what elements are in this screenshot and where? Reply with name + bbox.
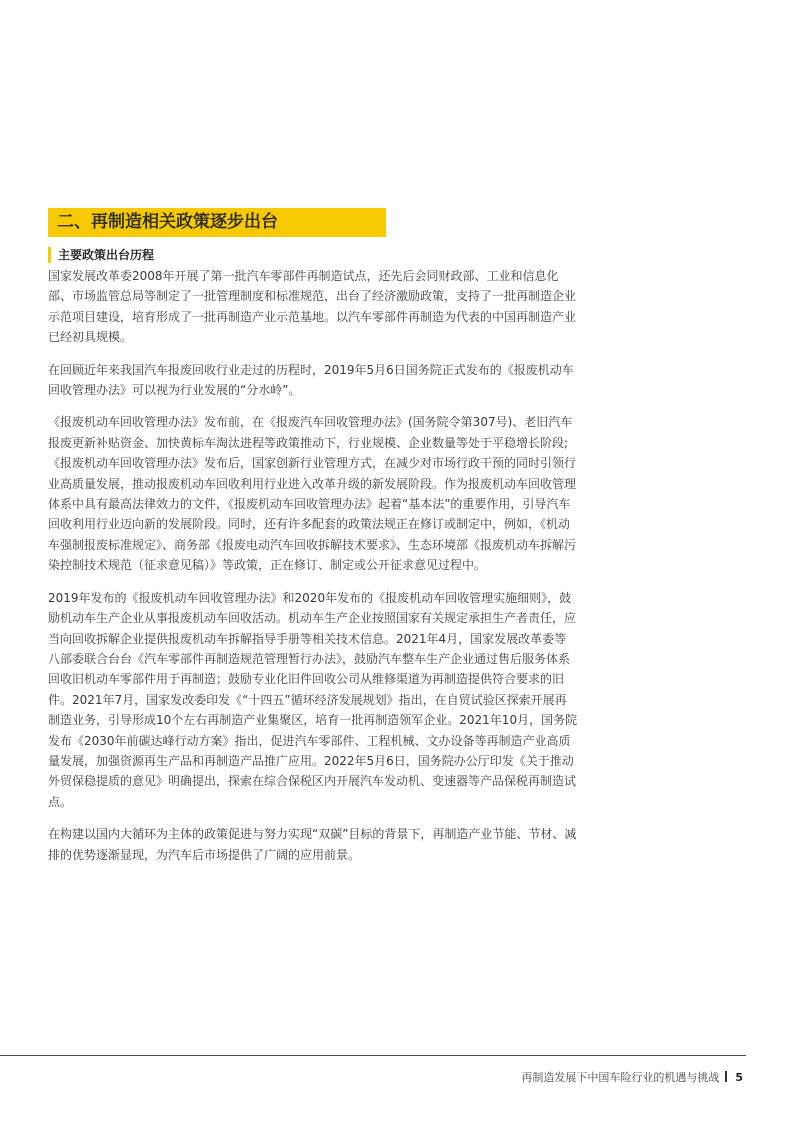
page-number: 5: [735, 1071, 743, 1084]
paragraph: 在构建以国内大循环为主体的政策促进与努力实现“双碳”目标的背景下，再制造产业节能、节材、减排的优势逐渐显现，为汽车后市场提供了广阔的应用前景。: [48, 827, 577, 862]
section-title: 二、再制造相关政策逐步出台: [48, 208, 386, 237]
footer-divider: [0, 1055, 746, 1056]
paragraph: 2019年发布的《报废机动车回收管理办法》和2020年发布的《报废机动车回收管理实施细则》，鼓励机动车生产企业从事报废机动车回收活动。机动车生产企业按照国家有关规定承担生产者责任，应当向回收拆解企业提供报废机动车拆解指导手册等相关技术信息。2021年4月，国家发展改革委等八部委联合台台《汽车零部件再制造规范管理暂行办法》，鼓励汽车整车生产企业通过售后服务体系回收旧机动车零部件用于再制造；鼓励专业化旧件回收公司从维修渠道为再制造提供符合要求的旧件。2021年7月，国家发改委印发《“十四五”循环经济发展规划》指出，在自贸试验区探索开展再制造业务，引导形成10个左右再制造产业集聚区，培育一批再制造领军企业。2021年10月，国务院发布《2030年前碳达峰行动方案》指出，促进汽车零部件、工程机械、文办设备等再制造产业高质量发展，加强资源再生产品和再制造产品推广应用。2022年5月6日，国务院办公厅印发《关于推动外贸保稳提质的意见》明确提出，探索在综合保税区内开展汽车发动机、变速器等产品保税再制造试点。: [48, 590, 578, 809]
paragraph: 国家发展改革委2008年开展了第一批汽车零部件再制造试点，还先后会同财政部、工业和信息化部、市场监管总局等制定了一批管理制度和标准规范，出台了经济激励政策，支持了一批再制造企业示范项目建设，培育形成了一批再制造产业示范基地。以汽车零部件再制造为代表的中国再制造产业已经初具规模。: [48, 269, 577, 345]
body-text: [48, 266, 578, 877]
page-footer: [521, 1069, 743, 1087]
paragraph: 在回顾近年来我国汽车报废回收行业走过的历程时，2019年5月6日国务院正式发布的《报废机动车回收管理办法》可以视为行业发展的“分水岭”。: [48, 362, 574, 398]
subheading: 主要政策出台历程: [48, 247, 154, 263]
paragraph: 《报废机动车回收管理办法》发布前，在《报废汽车回收管理办法》(国务院令第307号)、老旧汽车报废更新补贴资金、加快黄标车淘汰进程等政策推动下，行业规模、企业数量等处于平稳增长阶段;《报废机动车回收管理办法》发布后，国家创新行业管理方式，在减少对市场行政干预的同时引领行业高质量发展，推动报废机动车回收利用行业进入改革升级的新发展阶段。作为报废机动车回收管理体系中具有最高法律效力的文件，《报废机动车回收管理办法》起着“基本法”的重要作用，引导汽车回收利用行业迈向新的发展阶段。同时，还有许多配套的政策法规正在修订或制定中，例如，《机动车强制报废标准规定》、商务部《报废电动汽车回收拆解技术要求》、生态环境部《报废机动车拆解污染控制技术规范（征求意见稿）》等政策，正在修订、制定或公开征求意见过程中。: [48, 415, 577, 573]
footer-separator: [725, 1071, 727, 1082]
footer-title: 再制造发展下中国车险行业的机遇与挑战: [521, 1071, 720, 1084]
